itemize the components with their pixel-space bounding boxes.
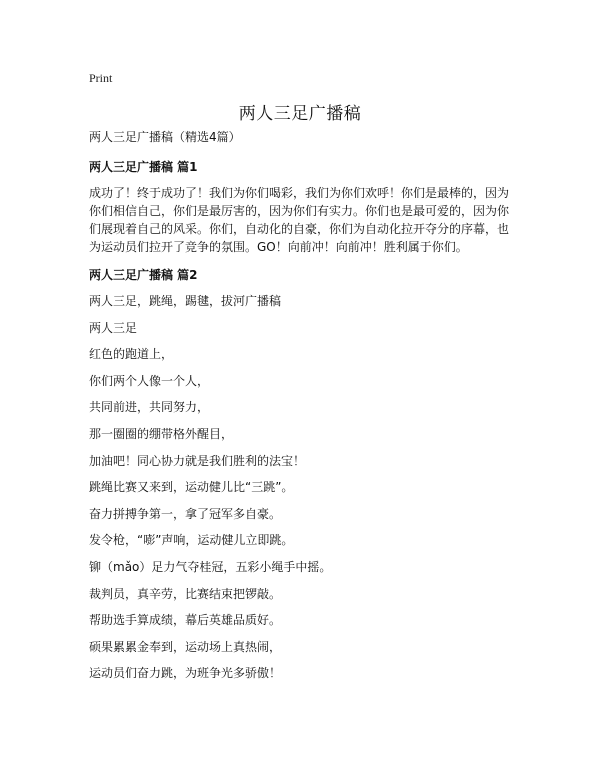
text-line: 加油吧！同心协力就是我们胜利的法宝！ — [89, 453, 306, 468]
document-body — [89, 128, 519, 691]
text-line: 奋力拼搏争第一，拿了冠军多自豪。 — [89, 506, 282, 521]
text-line: 铆（mǎo）足力气夺桂冠，五彩小绳手中摇。 — [89, 559, 332, 574]
text-line: 那一圈圈的绷带格外醒目， — [89, 426, 234, 441]
text-line: 裁判员，真辛劳，比赛结束把锣敲。 — [89, 586, 282, 601]
text-line: 两人三足 — [89, 320, 138, 335]
text-line: 红色的跑道上， — [89, 347, 174, 362]
section-heading-1: 两人三足广播稿 篇1 — [89, 160, 198, 174]
print-label: Print — [89, 71, 113, 85]
section-1-paragraph: 成功了！终于成功了！我们为你们喝彩，我们为你们欢呼！你们是最棒的，因为你们相信自己，你们是最厉害的，因为你们有实力。你们也是最可爱的，因为你们展现着自己的风采。你们，自动化的自豪，你们为自动化拉开夺分的序幕，也为运动员们拉开了竞争的氛围。GO！向前冲！向前冲！胜利属于你们。 — [89, 186, 510, 254]
text-line: 运动员们奋力跳，为班争光多骄傲！ — [89, 666, 282, 681]
text-line: 跳绳比赛又来到，运动健儿比“三跳”。 — [89, 480, 294, 495]
text-line: 两人三足，跳绳，踢毽，拔河广播稿 — [89, 294, 282, 308]
text-line: 你们两个人像一个人， — [89, 373, 210, 388]
text-line: 共同前进，共同努力， — [89, 400, 210, 415]
document-subtitle: 两人三足广播稿（精选4篇） — [89, 130, 241, 144]
section-heading-2: 两人三足广播稿 篇2 — [89, 268, 198, 282]
text-line: 发令枪，“嘭”声响，运动健儿立即跳。 — [89, 533, 294, 548]
text-line: 帮助选手算成绩，幕后英雄品质好。 — [89, 613, 282, 628]
document-title: 两人三足广播稿 — [238, 104, 362, 124]
text-line: 硕果累累金奉到，运动场上真热闹， — [89, 639, 282, 654]
section-2-lines — [89, 292, 519, 691]
